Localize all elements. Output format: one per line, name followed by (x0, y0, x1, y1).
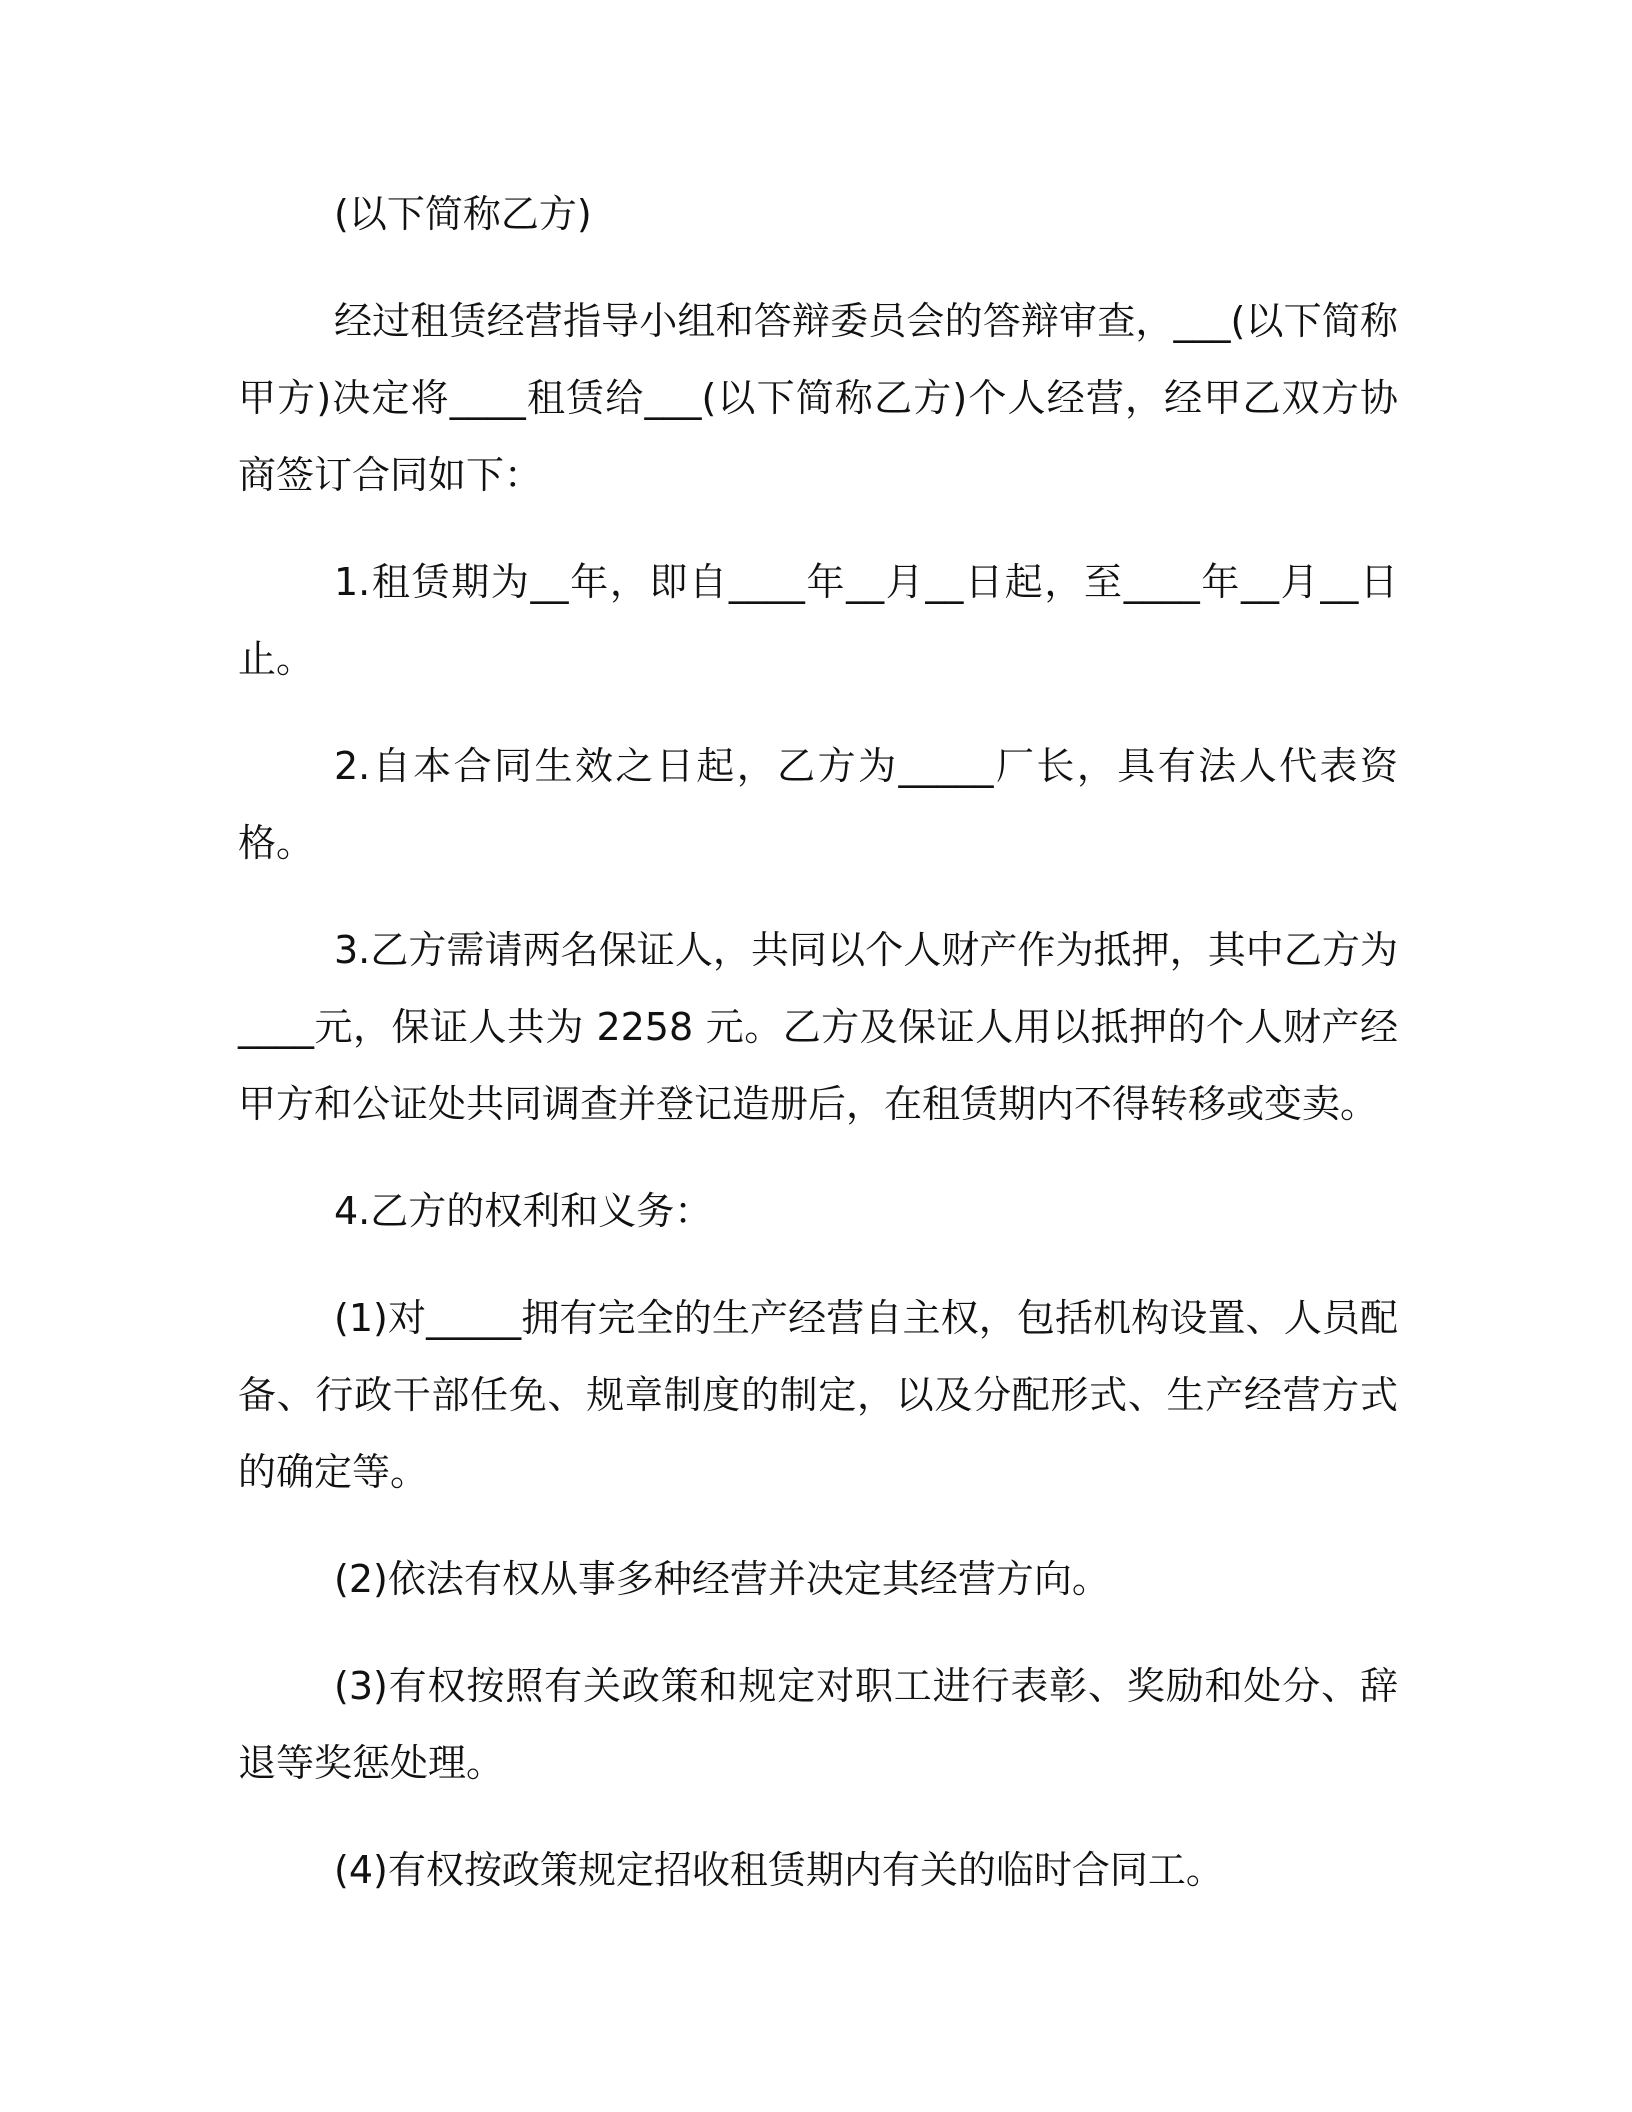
paragraph-clause-2-legal-rep: 2.自本合同生效之日起，乙方为_____厂长，具有法人代表资格。 (238, 744, 1398, 865)
paragraph-clause-1-lease-term: 1.租赁期为__年，即自____年__月__日起，至____年__月__日止。 (238, 560, 1398, 681)
paragraph-party-b-abbr: (以下简称乙方) (334, 192, 592, 236)
paragraph-item-3-rewards-penalties: (3)有权按照有关政策和规定对职工进行表彰、奖励和处分、辞退等奖惩处理。 (238, 1664, 1398, 1785)
paragraph-item-4-temp-workers: (4)有权按政策规定招收租赁期内有关的临时合同工。 (334, 1848, 1224, 1892)
paragraph-clause-4-rights-duties: 4.乙方的权利和义务： (334, 1189, 713, 1233)
paragraph-preamble: 经过租赁经营指导小组和答辩委员会的答辩审查，___(以下简称甲方)决定将____租赁给___(以下简称乙方)个人经营，经甲乙双方协商签订合同如下： (238, 299, 1398, 497)
contract-body (238, 176, 1398, 1939)
paragraph-item-1-autonomy: (1)对_____拥有完全的生产经营自主权，包括机构设置、人员配备、行政干部任免、规章制度的制定，以及分配形式、生产经营方式的确定等。 (238, 1296, 1398, 1494)
paragraph-item-2-business-scope: (2)依法有权从事多种经营并决定其经营方向。 (334, 1557, 1110, 1601)
paragraph-clause-3-guarantors: 3.乙方需请两名保证人，共同以个人财产作为抵押，其中乙方为____元，保证人共为 2258 元。乙方及保证人用以抵押的个人财产经甲方和公证处共同调查并登记造册后，在租赁期内不得转移或变卖。 (238, 928, 1398, 1126)
